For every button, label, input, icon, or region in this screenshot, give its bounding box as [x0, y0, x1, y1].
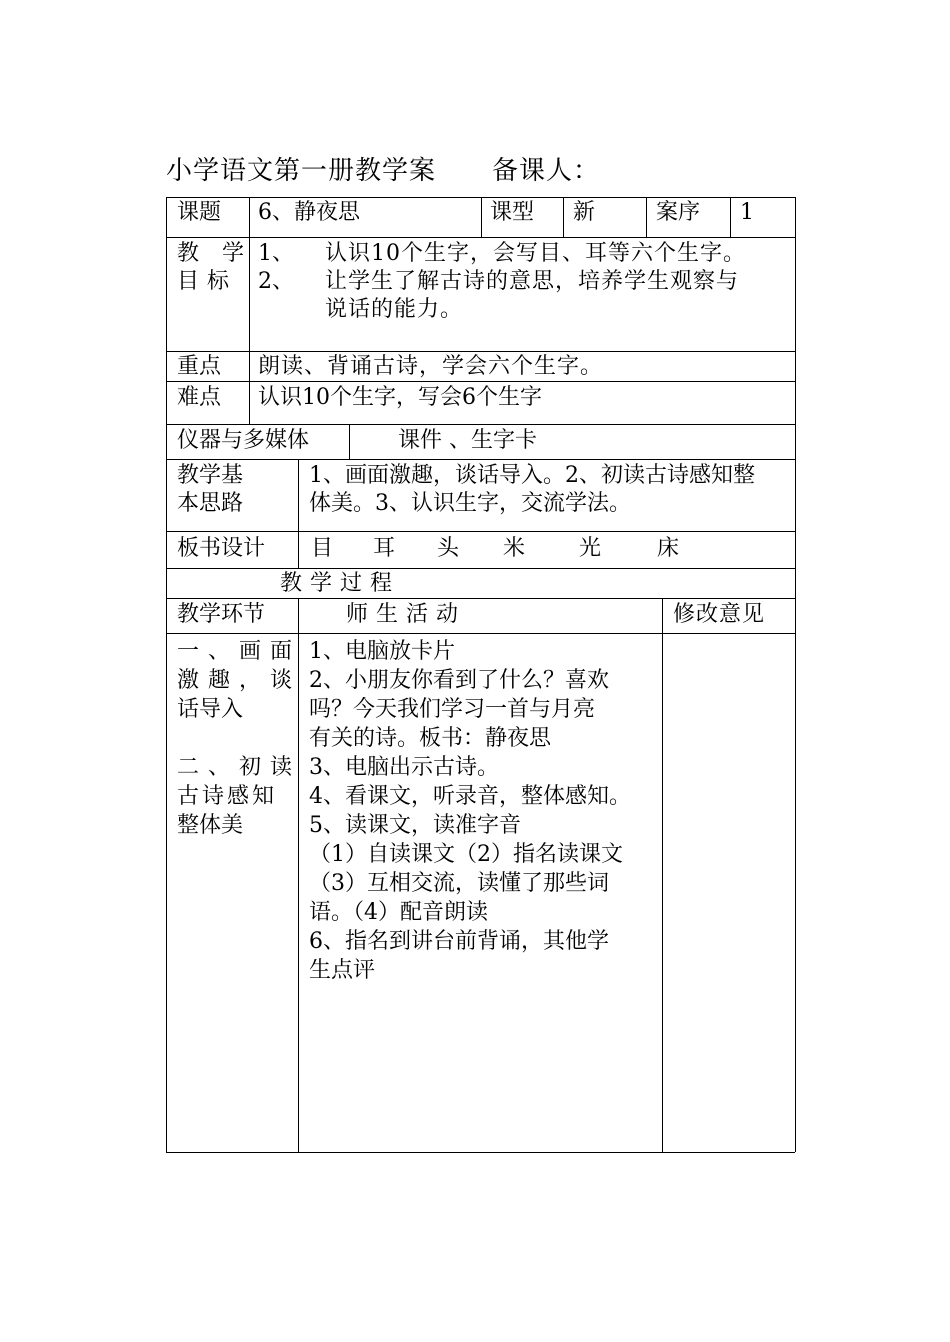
board-design-label: 板书设计 [177, 536, 266, 561]
page-title [166, 150, 600, 187]
stage-line: 古诗感知 [177, 784, 278, 809]
approach-label-line: 本思路 [177, 491, 244, 516]
activity-line: 生点评 [309, 958, 376, 983]
table-rule [298, 459, 299, 568]
table-border-right [795, 197, 796, 1152]
col-header-stage: 教学环节 [177, 602, 266, 627]
difficulty-label: 难点 [177, 385, 222, 410]
board-char: 目 [311, 536, 334, 561]
table-rule [166, 568, 795, 569]
activity-line: 吗？今天我们学习一首与月亮 [309, 697, 596, 722]
table-rule [166, 531, 795, 532]
difficulty-value: 认识10个生字，写会6个生字 [258, 385, 542, 410]
approach-line: 体美。3、认识生字，交流学法。 [309, 491, 631, 516]
table-rule [249, 197, 250, 237]
table-rule [730, 197, 731, 237]
table-border-left [166, 197, 167, 1152]
activity-line: 3、电脑出示古诗。 [309, 755, 499, 780]
table-rule [662, 598, 663, 1152]
col-header-activity: 师生活动 [346, 602, 467, 627]
table-rule [349, 424, 350, 459]
activity-line: 6、指名到讲台前背诵，其他学 [309, 929, 609, 954]
stage-line: 一、画面 [177, 639, 302, 664]
activity-list [309, 637, 631, 985]
table-rule [166, 351, 795, 352]
table-rule [166, 381, 795, 382]
media-value: 课件 、生字卡 [398, 428, 537, 453]
type-label: 课型 [490, 200, 535, 225]
document-title: 小学语文第一册教学案 [166, 156, 437, 186]
stage-list [177, 637, 301, 840]
objective-item-num: 2、 [258, 269, 294, 294]
table-border-bottom [166, 1152, 795, 1153]
preparer-label: 备课人： [492, 156, 601, 186]
objective-line: 让学生了解古诗的意思，培养学生观察与 [325, 269, 740, 294]
order-value: 1 [740, 200, 754, 225]
table-rule [166, 424, 795, 425]
activity-line: 4、看课文，听录音，整体感知。 [309, 784, 631, 809]
table-rule [166, 237, 795, 238]
approach-text [309, 462, 755, 518]
stage-line: 激趣，谈 [177, 668, 302, 693]
col-header-revision: 修改意见 [673, 602, 766, 627]
activity-line: 5、读课文，读准字音 [309, 813, 521, 838]
process-heading: 教学过程 [280, 571, 401, 596]
board-char: 耳 [373, 536, 396, 561]
table-rule [646, 197, 647, 237]
board-char: 床 [657, 536, 680, 561]
objectives-label [177, 240, 252, 296]
activity-line: （1）自读课文（2）指名读课文 [309, 842, 623, 867]
activity-line: 1、电脑放卡片 [309, 639, 455, 664]
approach-label [177, 462, 243, 518]
table-rule [563, 197, 564, 237]
objective-item-num: 1、 [258, 241, 294, 266]
board-char: 光 [579, 536, 602, 561]
media-label: 仪器与多媒体 [177, 428, 310, 453]
objectives-label-line: 教 学 [177, 241, 252, 266]
approach-line: 1、画面激趣，谈话导入。2、初读古诗感知整 [309, 463, 755, 488]
table-rule [481, 197, 482, 237]
stage-item [177, 637, 301, 724]
stage-line: 话导入 [177, 697, 244, 722]
board-char: 头 [437, 536, 460, 561]
activity-line: 2、小朋友你看到了什么？喜欢 [309, 668, 609, 693]
objectives-label-line: 目标 [177, 269, 238, 294]
table-rule [166, 598, 795, 599]
table-rule [166, 459, 795, 460]
stage-line: 整体美 [177, 813, 244, 838]
objective-item-text [325, 268, 739, 324]
key-point-value: 朗读、背诵古诗，学会六个生字。 [258, 354, 604, 379]
activity-line: 有关的诗。板书：静夜思 [309, 726, 552, 751]
approach-label-line: 教学基 [177, 463, 244, 488]
stage-line: 二、初读 [177, 755, 302, 780]
board-char: 米 [503, 536, 526, 561]
topic-value: 6、静夜思 [258, 200, 360, 225]
stage-item [177, 753, 301, 840]
topic-label: 课题 [177, 200, 222, 225]
objective-line: 说话的能力。 [325, 297, 464, 322]
key-point-label: 重点 [177, 354, 222, 379]
table-rule [166, 633, 795, 634]
board-design-chars [311, 535, 679, 563]
activity-line: （3）互相交流，读懂了那些词 [309, 871, 609, 896]
activity-line: 语。（4）配音朗读 [309, 900, 488, 925]
objective-item-text: 认识10个生字，会写目、耳等六个生字。 [325, 241, 746, 266]
type-value: 新 [573, 200, 596, 225]
order-label: 案序 [656, 200, 701, 225]
